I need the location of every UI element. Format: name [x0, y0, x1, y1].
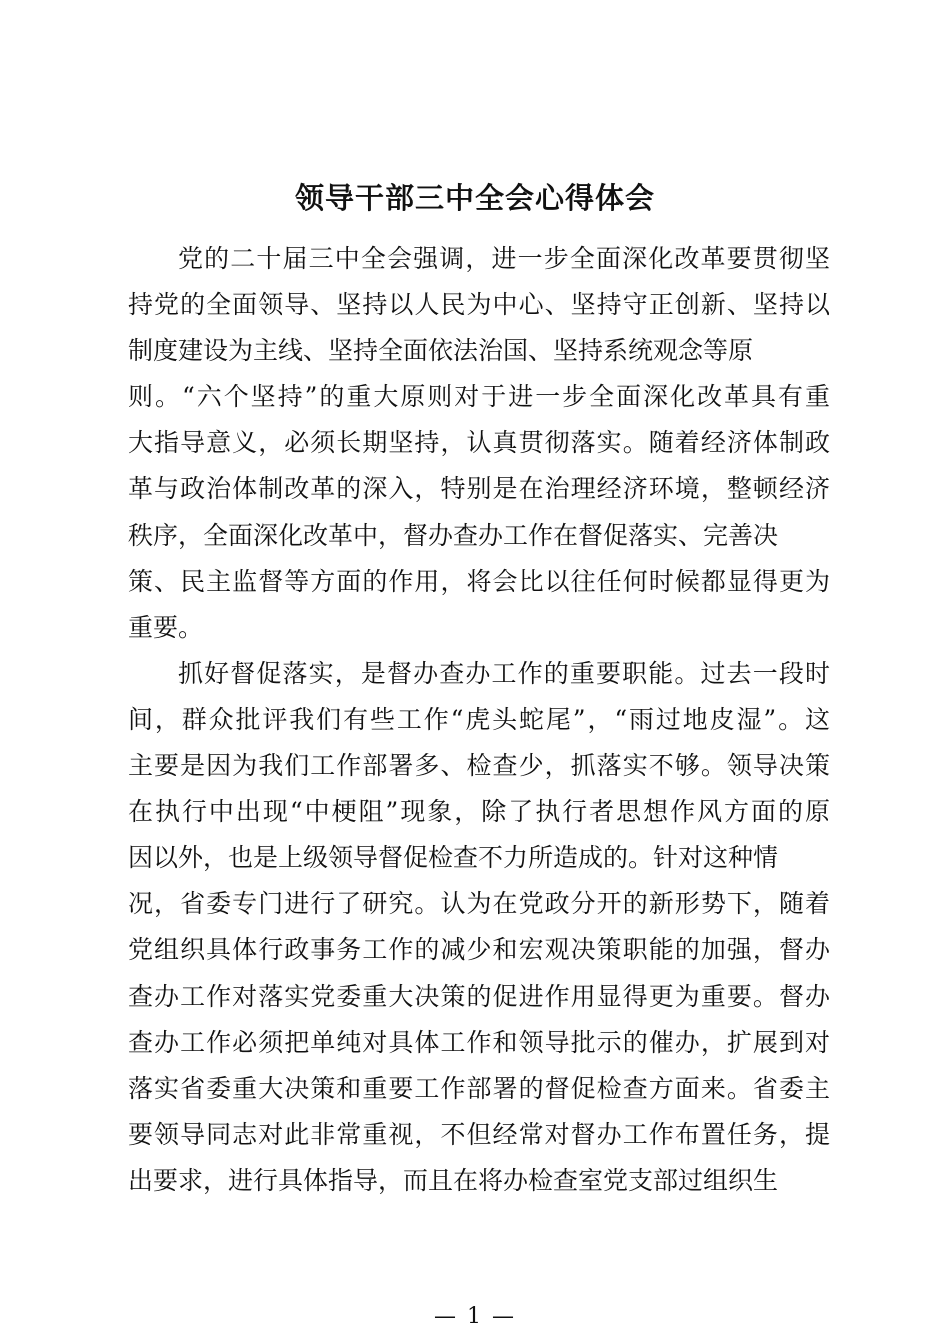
paragraph-2-line: 间，群众批评我们有些工作“虎头蛇尾”，“雨过地皮湿”。这 — [128, 704, 830, 734]
paragraph-2-line: 况，省委专门进行了研究。认为在党政分开的新形势下，随着 — [128, 889, 830, 919]
paragraph-1-line: 持党的全面领导、坚持以人民为中心、坚持守正创新、坚持以 — [128, 290, 830, 320]
paragraph-2-line: 查办工作对落实党委重大决策的促进作用显得更为重要。督办 — [128, 981, 830, 1011]
paragraph-1-line: 则。“六个坚持”的重大原则对于进一步全面深化改革具有重 — [128, 382, 830, 412]
paragraph-2-line: 查办工作必须把单纯对具体工作和领导批示的催办，扩展到对 — [128, 1027, 830, 1057]
document-title: 领导干部三中全会心得体会 — [294, 181, 655, 215]
page-number: — 1 — — [434, 1304, 516, 1329]
document-body — [128, 236, 830, 1204]
paragraph-1-line: 大指导意义，必须长期坚持，认真贯彻落实。随着经济体制政 — [128, 428, 830, 458]
paragraph-1-line: 党的二十届三中全会强调，进一步全面深化改革要贯彻坚 — [178, 244, 830, 273]
paragraph-2-line: 要领导同志对此非常重视，不但经常对督办工作布置任务，提 — [128, 1119, 830, 1149]
paragraph-2-line: 出要求，进行具体指导，而且在将办检查室党支部过组织生 — [128, 1165, 779, 1195]
paragraph-2-line: 党组织具体行政事务工作的减少和宏观决策职能的加强，督办 — [128, 935, 830, 965]
paragraph-1-line: 革与政治体制改革的深入，特别是在治理经济环境，整顿经济 — [128, 474, 830, 504]
paragraph-1-line: 制度建设为主线、坚持全面依法治国、坚持系统观念等原 — [128, 336, 754, 366]
paragraph-2-line: 抓好督促落实，是督办查办工作的重要职能。过去一段时 — [178, 658, 830, 688]
paragraph-2-line: 因以外，也是上级领导督促检查不力所造成的。针对这种情 — [128, 843, 779, 873]
paragraph-1-line: 秩序，全面深化改革中，督办查办工作在督促落实、完善决 — [128, 520, 779, 550]
paragraph-2-line: 落实省委重大决策和重要工作部署的督促检查方面来。省委主 — [128, 1073, 830, 1103]
paragraph-2-line: 在执行中出现“中梗阻”现象，除了执行者思想作风方面的原 — [128, 797, 830, 827]
paragraph-1-line: 重要。 — [128, 612, 204, 642]
paragraph-1-line: 策、民主监督等方面的作用，将会比以往任何时候都显得更为 — [128, 566, 830, 596]
paragraph-2-line: 主要是因为我们工作部署多、检查少，抓落实不够。领导决策 — [128, 751, 830, 781]
